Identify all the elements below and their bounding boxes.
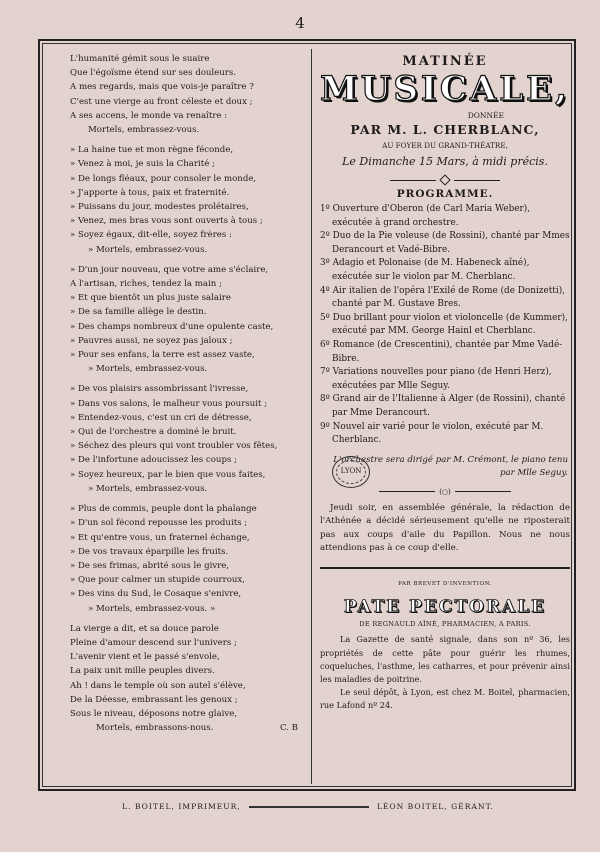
- poem-line: A ses accens, le monde va renaître :: [70, 110, 228, 121]
- concert-heading: MATINÉE: [402, 54, 488, 69]
- poem-line: » Mortels, embrassez-vous.: [88, 244, 208, 255]
- ornament-rule: [320, 176, 570, 184]
- poem-line: » Et que bientôt un plus juste salaire: [70, 293, 231, 304]
- concert-by: PAR M. L. CHERBLANC,: [350, 122, 540, 137]
- poem-line: L'avenir vient et le passé s'envole,: [70, 652, 220, 663]
- poem-line: » J'apporte à tous, paix et fraternité.: [70, 187, 230, 198]
- poem-line: La paix unit mille peuples divers.: [70, 666, 215, 677]
- poem-line: » La haine tue et mon règne féconde,: [70, 145, 234, 156]
- poem-line: La vierge a dit, et sa douce parole: [70, 623, 219, 634]
- poem-line: Pleine d'amour descend sur l'univers ;: [70, 637, 237, 648]
- poem-line: » Pour ses enfans, la terre est assez vaste,: [70, 350, 255, 361]
- footer: [40, 802, 576, 811]
- poem-line: » De ses frimas, abrité sous le givre,: [70, 560, 230, 571]
- poem-line: » Puissans du jour, modestes prolétaires,: [70, 202, 249, 213]
- poem-line: Que l'égoïsme étend sur ses douleurs.: [70, 68, 237, 79]
- ornament-rule-2: (○): [320, 488, 570, 496]
- poem-line: De la Déesse, embrassant les genoux ;: [70, 694, 238, 705]
- program-title: PROGRAMME.: [396, 188, 494, 200]
- poem-last-line: Mortels, embrassons-nous.: [96, 723, 214, 734]
- footer-printer: L. BOITEL, IMPRIMEUR,: [122, 802, 241, 811]
- poem-line: » Des vins du Sud, le Cosaque s'enivre,: [70, 589, 242, 600]
- poem-line: » Venez à moi, je suis la Charité ;: [70, 159, 215, 170]
- poem-line: » Qui de l'orchestre a dominé le bruit.: [70, 427, 237, 438]
- concert-given: DONNÉE: [467, 111, 504, 120]
- program-item: 3º Adagio et Polonaise (de M. Habeneck aîné), exécutée sur le violon par M. Cherblanc.: [320, 258, 530, 282]
- poem-line: Mortels, embrassez-vous.: [88, 125, 200, 136]
- program-item: 4º Air italien de l'opéra l'Exilé de Rome (de Donizetti), chanté par M. Gustave Bres.: [320, 285, 565, 310]
- poem-line: Ah ! dans le temple où son autel s'élève,: [70, 680, 246, 691]
- poem-line: » Mortels, embrassez-vous. »: [88, 603, 216, 614]
- poem-line: » De longs fléaux, pour consoler le monde,: [70, 173, 257, 184]
- poem-line: » De l'infortune adoucissez les coups ;: [70, 455, 237, 466]
- program-item: 8º Grand air de l'Italienne à Alger (de Rossini), chanté par Mme Derancourt.: [320, 394, 566, 418]
- footer-manager: LÉON BOITEL, GÉRANT.: [376, 802, 494, 811]
- orchestra-line-2: par Mlle Seguy.: [499, 467, 568, 478]
- poem-line: » Venez, mes bras vous sont ouverts à tous ;: [70, 216, 263, 227]
- program-item: 2º Duo de la Pie voleuse (de Rossini), chanté par Mmes Derancourt et Vadé-Bibre.: [320, 231, 570, 255]
- poem-line: » Mortels, embrassez-vous.: [88, 483, 208, 494]
- orchestra-line-1: L'orchestre sera dirigé par M. Crémont, le piano tenu: [333, 454, 568, 465]
- poem-line: » De vos plaisirs assombrissant l'ivresse,: [70, 384, 249, 395]
- poem-line: » D'un jour nouveau, que votre ame s'éclaire,: [70, 264, 269, 275]
- patent-line: PAR BREVET D'INVENTION.: [398, 581, 492, 588]
- program-item: 9º Nouvel air varié pour le violon, exécuté par M. Cherblanc.: [320, 421, 544, 446]
- program-item: 5º Duo brillant pour violon et violoncelle (de Kummer), exécuté par MM. George Hainl et Cherblanc.: [320, 312, 568, 337]
- concert-title: MUSICALE,: [320, 69, 570, 109]
- right-column: [320, 54, 570, 713]
- poem-line: C'est une vierge au front céleste et doux ;: [70, 96, 253, 107]
- program-list: [320, 203, 570, 448]
- orchestra-note: [320, 454, 570, 480]
- poem-line: A l'artisan, riches, tendez la main ;: [70, 279, 222, 290]
- poem-line: » De sa famille allège le destin.: [70, 307, 207, 318]
- poem-signature: C. B: [279, 723, 298, 734]
- advert-title: PATE PECTORALE: [343, 597, 547, 618]
- poem-column: [70, 52, 308, 735]
- concert-date: Le Dimanche 15 Mars, à midi précis.: [342, 155, 548, 168]
- poem-line: » Dans vos salons, le malheur vous poursuit ;: [70, 398, 268, 409]
- program-item: 7º Variations nouvelles pour piano (de Henri Herz), exécutées par Mlle Seguy.: [320, 367, 552, 391]
- library-stamp: LYON: [332, 456, 370, 488]
- poem-line: Sous le niveau, déposons notre glaive,: [70, 708, 238, 719]
- footer-rule: [249, 806, 369, 808]
- section-rule: [320, 567, 570, 569]
- poem-line: » Soyez égaux, dit-elle, soyez frères :: [70, 230, 232, 241]
- athenee-note: Jeudi soir, en assemblée générale, la rédaction de l'Athénée a décidé sérieusement qu'elle ne riposterait pas aux coups d'aile du Papillon. Nous ne nous attendions pas à ce coup d'elle.: [320, 502, 570, 553]
- poem-line: L'humanité gémit sous le suaire: [70, 54, 210, 64]
- poem-line: » Plus de commis, peuple dont la phalange: [70, 504, 257, 515]
- column-divider: [311, 49, 312, 784]
- poem-line: » Mortels, embrassez-vous.: [88, 364, 208, 375]
- poem-line: » Entendez-vous, c'est un cri de détresse,: [70, 412, 252, 423]
- poem-line: » D'un sol fécond repousse les produits ;: [70, 518, 248, 529]
- poem-line: A mes regards, mais que vois-je paraître ?: [70, 82, 254, 93]
- poem-line: » Des champs nombreux d'une opulente caste,: [70, 321, 274, 332]
- advert-gazette: La Gazette de santé signale, dans son nº 36, les propriétés de cette pâte pour guérir les rhumes, coqueluches, l'asthme, les catharres, et pour prévenir ainsi les maladies de poitrine.: [320, 634, 570, 684]
- poem-line: » Que pour calmer un stupide courroux,: [70, 575, 245, 586]
- concert-venue: AU FOYER DU GRAND-THÉATRE,: [382, 141, 508, 150]
- poem-line: » Soyez heureux, par le bien que vous faites,: [70, 469, 266, 480]
- program-item: 6º Romance (de Crescentini), chantée par Mme Vadé-Bibre.: [320, 339, 563, 364]
- program-item: 1º Ouverture d'Oberon (de Carl Maria Weber), exécutée à grand orchestre.: [320, 204, 531, 228]
- advert-depot: Le seul dépôt, à Lyon, est chez M. Boitel, pharmacien, rue Lafond nº 24.: [320, 687, 570, 711]
- advert-maker: DE REGNAULD AÎNÉ, PHARMACIEN, A PARIS.: [359, 620, 531, 629]
- poem-line: » Et qu'entre vous, un fraternel échange,: [70, 532, 250, 543]
- poem-signature-line: [70, 721, 308, 735]
- page-number: 4: [295, 14, 305, 32]
- poem-line: » Séchez des pleurs qui vont troubler vos fêtes,: [70, 441, 278, 452]
- poem-line: » Pauvres aussi, ne soyez pas jaloux ;: [70, 335, 233, 346]
- poem-line: » De vos travaux éparpille les fruits.: [70, 546, 229, 557]
